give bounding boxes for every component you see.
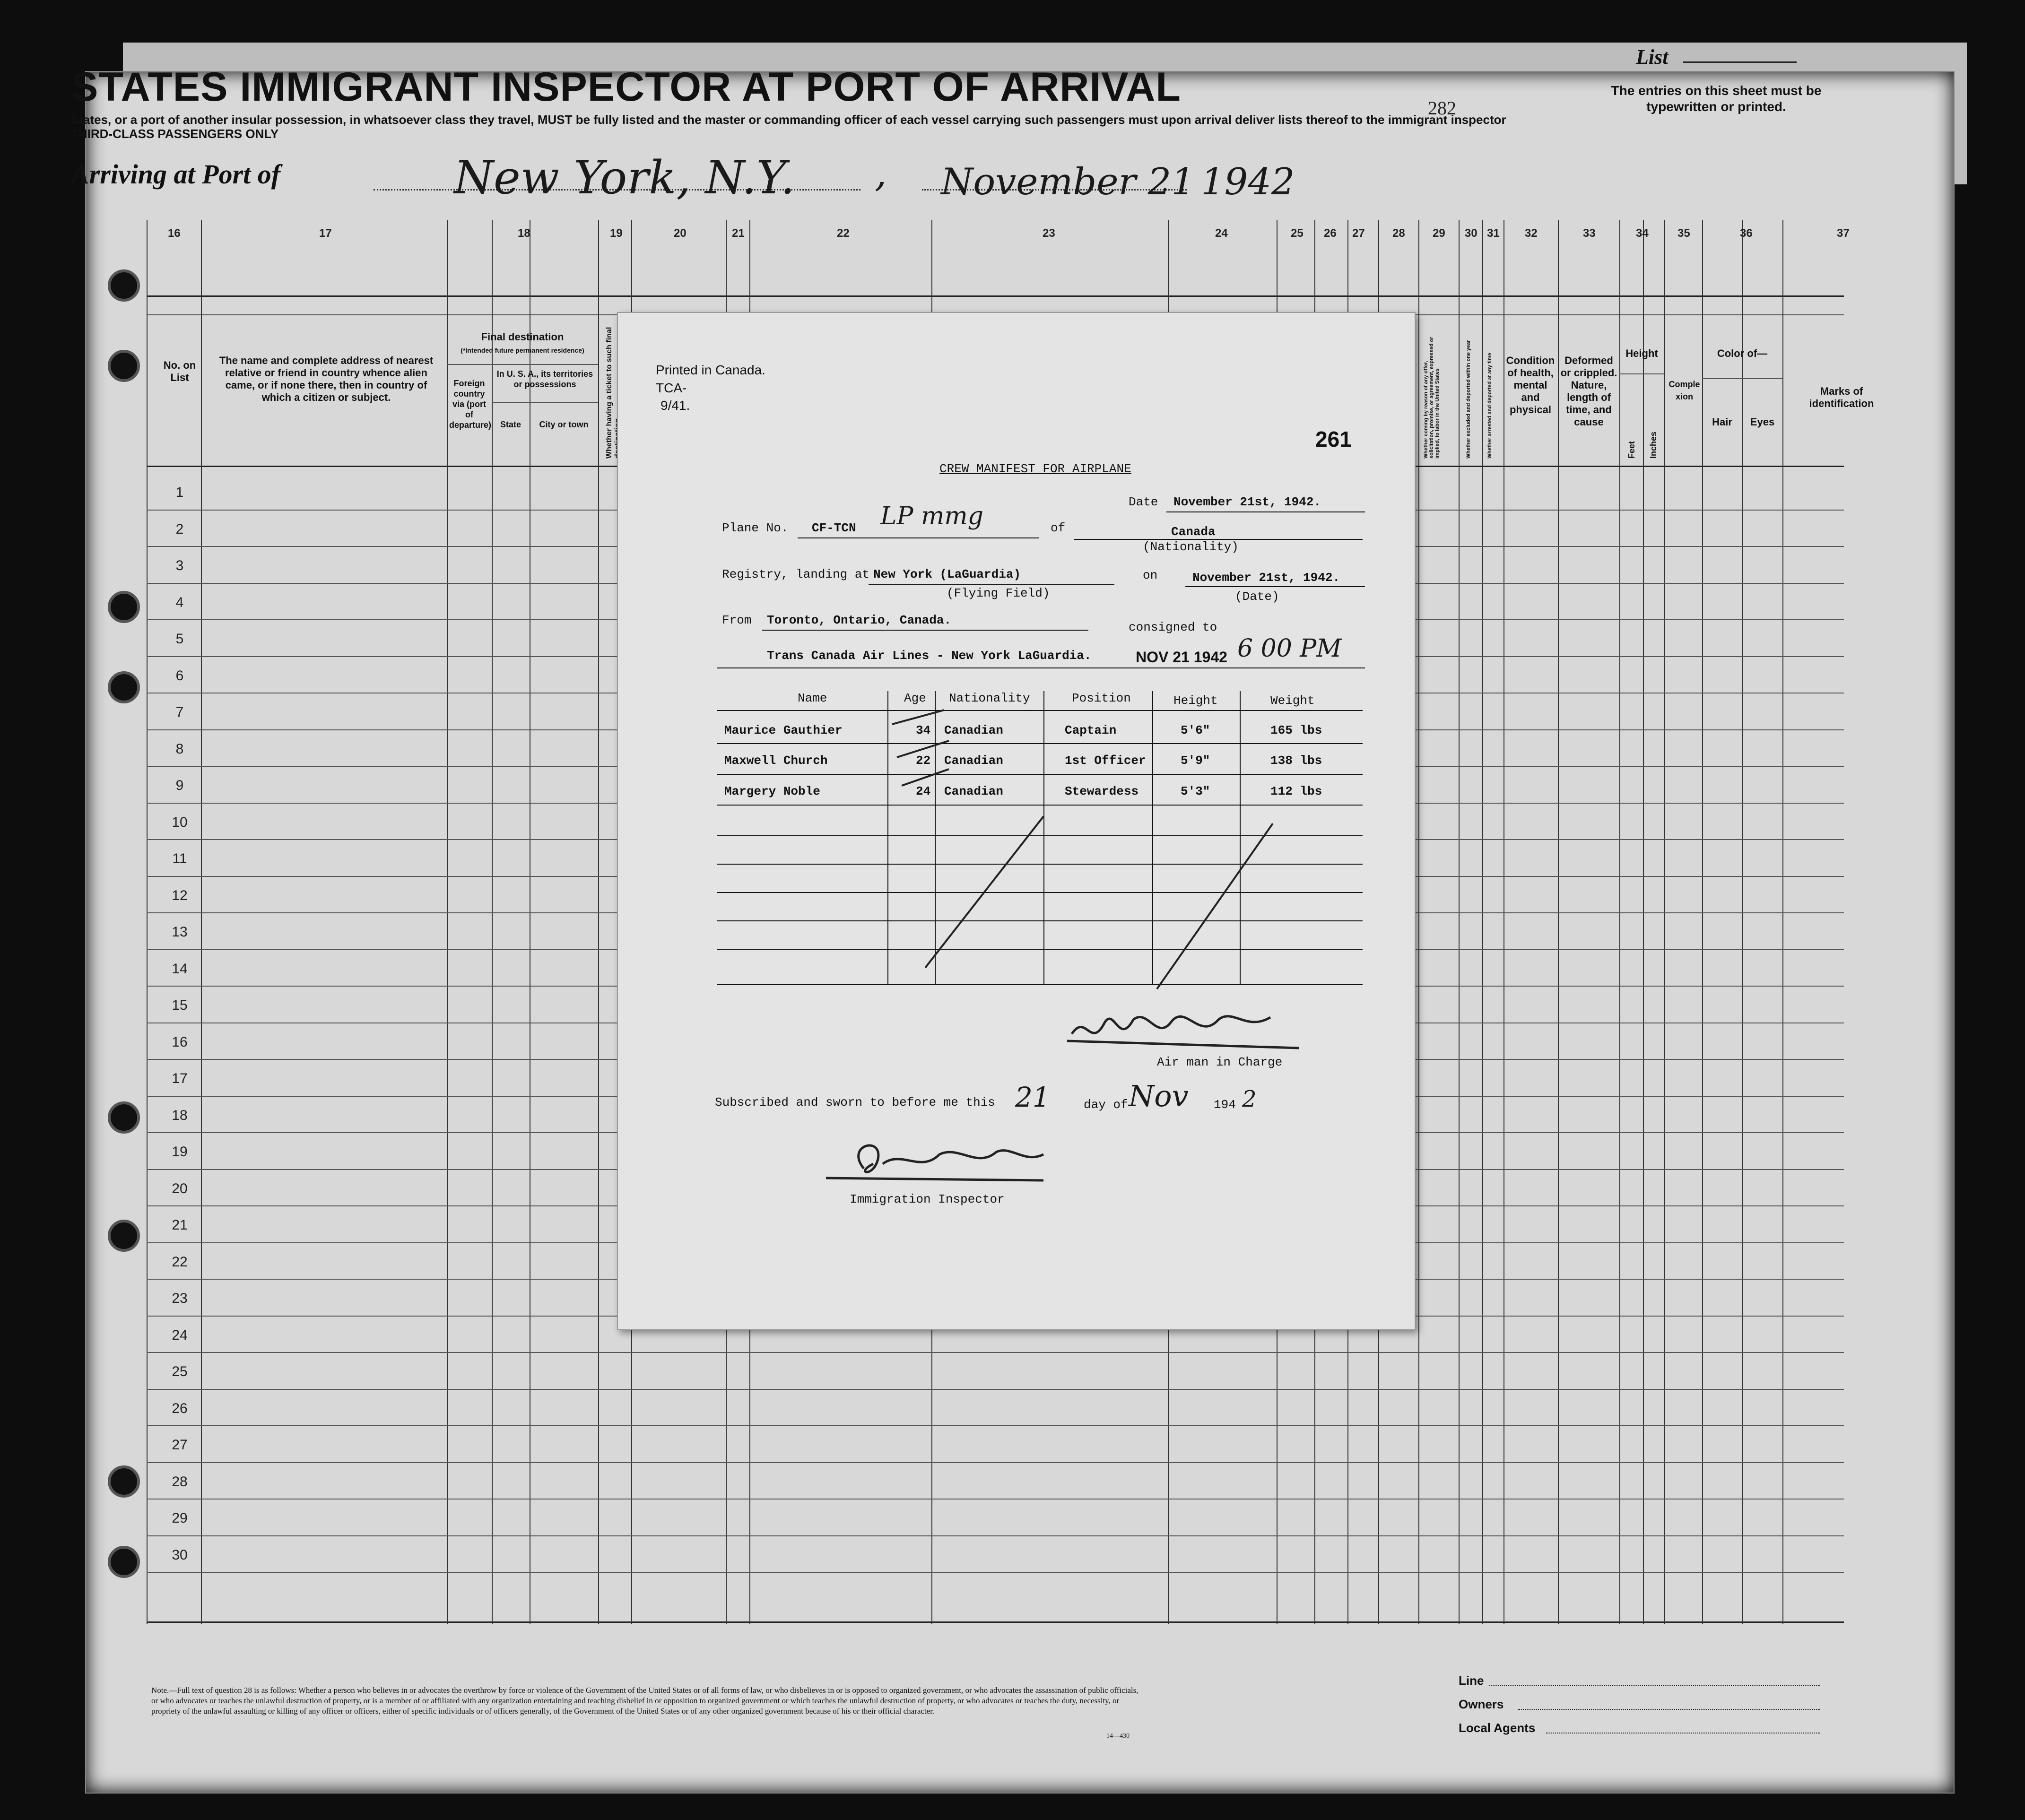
header-inches: Inches [1649,431,1658,459]
crew-nationality: Canadian [944,754,1003,768]
crew-nationality: Canadian [944,723,1003,737]
manifest-form-code: TCA- [656,381,687,395]
form-subtitle-line: States, or a port of another insular possession, in whatsoever class they travel, MUST be fully listed and the master or commanding officer of each vessel carrying such passengers must upon arrival deliver lists thereof to the immigrant inspector [71,113,1506,127]
col-divider [1702,220,1703,1624]
header-city: City or town [539,420,589,429]
nationality-caption: (Nationality) [1143,540,1239,554]
crew-name: Maurice Gauthier [724,723,843,737]
row-number: 10 [172,814,188,830]
airman-caption: Air man in Charge [1157,1055,1283,1069]
sworn-day: 21 [1015,1081,1050,1113]
row-number: 14 [172,961,188,977]
row-number: 17 [172,1071,188,1086]
col-divider [1418,220,1419,1624]
manifest-form-date: 9/41. [661,398,690,413]
row-number: 30 [172,1547,188,1563]
row-number: 2 [175,521,184,537]
port-handwritten: New York, N.Y. [454,151,795,204]
crew-name: Maxwell Church [724,754,828,768]
col-number-20: 20 [674,227,687,240]
manifest-heading: CREW MANIFEST FOR AIRPLANE [939,462,1131,476]
crew-weight: 165 lbs [1270,723,1322,737]
col-divider [1619,220,1620,1624]
header-no-on-list: No. on List [163,359,196,383]
crew-header-age: Age [904,691,926,705]
row-number: 4 [175,594,184,610]
row-number: 21 [172,1217,188,1233]
row-number: 16 [172,1034,188,1050]
binder-hole [108,269,140,302]
consigned-label: consigned to [1129,620,1217,634]
year-handwritten: 1942 [1201,161,1295,203]
row-number: 26 [172,1400,188,1416]
binder-hole [108,671,140,703]
crew-header-weight: Weight [1270,693,1315,708]
crew-position: Stewardess [1065,784,1139,798]
row-number: 27 [172,1437,188,1453]
sworn-month: Nov [1129,1079,1189,1113]
footer-line-label: Line [1459,1673,1484,1688]
header-final-destination-sub: (*Intended future permanent residence) [461,347,584,354]
crew-weight: 112 lbs [1270,784,1322,798]
row-rule [147,1425,1844,1426]
crew-name: Margery Noble [724,784,820,798]
col-divider [1459,220,1460,1624]
row-rule [147,1535,1844,1536]
col-divider [147,220,148,1624]
header-excluded: Whether excluded and deported within one year [1466,340,1471,459]
header-subrule [1702,378,1782,379]
row-number: 9 [175,778,184,793]
tick-marks [892,710,949,786]
registry-value: New York (LaGuardia) [873,567,1021,581]
header-complexion: Complexion [1669,380,1700,401]
col-number-23: 23 [1043,227,1055,240]
col-number-35: 35 [1677,227,1690,240]
registry-date: November 21st, 1942. [1192,571,1340,585]
row-number: 13 [172,924,188,940]
strike-line [1157,823,1273,989]
row-number: 12 [172,887,188,903]
crew-height: 5'9" [1181,754,1210,768]
col-number-26: 26 [1324,227,1337,240]
crew-header-name: Name [798,691,827,705]
col-number-22: 22 [837,227,850,240]
footer-owners-field [1518,1709,1820,1710]
airman-signature [1067,1016,1299,1048]
plane-handwritten: LP mmg [880,502,983,530]
header-feet: Feet [1627,441,1636,459]
header-arrested: Whether arrested and deported at any time [1487,353,1493,459]
inspector-signature [826,1145,1043,1180]
form-number: 14—430 [1106,1733,1130,1740]
crew-header-position: Position [1072,691,1131,705]
date-label: Date [1129,495,1158,509]
arrival-stamp-time: 6 00 PM [1237,634,1342,663]
row-number: 20 [172,1180,188,1196]
col-divider [1558,220,1559,1624]
row-number: 8 [175,741,184,757]
typed-instructions: The entries on this sheet must be typewritten or printed. [1611,83,1822,114]
crew-height: 5'3" [1181,784,1210,798]
row-rule [147,1389,1844,1390]
header-relative-address: The name and complete address of nearest relative or friend in country whence alien came, or if none there, then in country of which a citizen or subject. [219,355,434,403]
list-number-line [1683,61,1797,63]
form-subtitle-class: THIRD-CLASS PASSENGERS ONLY [71,127,279,141]
header-deformed: Deformed or crippled. Nature, length of time, and cause [1560,355,1617,428]
crew-age: 24 [916,784,931,798]
crew-weight: 138 lbs [1270,754,1322,768]
header-health: Condition of health, mental and physical [1506,355,1555,416]
footer-line-field [1489,1685,1820,1686]
sworn-text: Subscribed and sworn to before me this [715,1095,995,1109]
col-number-24: 24 [1215,227,1228,240]
row-number: 19 [172,1144,188,1160]
col-divider [1482,220,1483,1624]
header-subrule [492,402,598,403]
sworn-year-prefix: 194 [1214,1098,1236,1112]
crew-header-nationality: Nationality [949,691,1030,705]
crew-age: 22 [916,754,931,768]
row-number: 6 [175,667,184,684]
footer-agents-label: Local Agents [1459,1721,1536,1735]
col-number-28: 28 [1392,227,1405,240]
header-eyes: Eyes [1750,416,1775,428]
sworn-year-hand: 2 [1242,1086,1257,1112]
binder-hole [108,1220,140,1252]
col-number-27: 27 [1352,227,1365,240]
header-state: State [500,420,521,429]
header-hair: Hair [1712,416,1732,428]
crew-age: 34 [916,723,931,737]
binder-hole [108,1465,140,1498]
col-divider [1664,220,1665,1624]
arrival-stamp-date: NOV 21 1942 [1136,649,1227,666]
col-divider [1742,220,1743,1624]
col-number-33: 33 [1583,227,1596,240]
header-foreign-country: Foreign country via (port of departure) [449,379,492,430]
row-number: 23 [172,1291,188,1306]
row-number: 28 [172,1473,188,1490]
date-caption: (Date) [1235,589,1279,604]
registry-label: Registry, landing at [722,567,870,581]
col-divider [492,220,493,1624]
strike-line [925,816,1043,968]
form-subtitle [71,113,1584,141]
row-number: 7 [175,704,184,720]
footnote-question-28: Note.—Full text of question 28 is as follows: Whether a person who believes in or advocates the overthrow by force or violence of the Government of the United States or of all forms of law, or who disbelieves in or is opposed to organized government, or who advocates the assassination of public officials, or who advocates or teaches the unlawful destruction of property, or is a member of or affiliated with any organization entertaining and teaching disbelief in or opposition to organized government or which teaches the unlawful destruction of property, or who advocates or teaches the duty, necessity, or propriety of the unlawful assaulting or killing of any officer or officers, either of specific individuals or of officers generally, of the Government of the United States or of any other organized government because of his or their official character. [151,1686,1139,1716]
col-number-19: 19 [610,227,623,240]
header-subrule [1619,373,1664,374]
comma: , [875,151,887,195]
binder-hole [108,1546,140,1578]
binder-hole [108,591,140,623]
crew-height: 5'6" [1181,723,1210,737]
inspector-caption: Immigration Inspector [850,1192,1005,1206]
plane-value: CF-TCN [812,521,856,535]
col-number-25: 25 [1291,227,1304,240]
row-number: 1 [175,485,184,500]
row-rule [147,1462,1844,1463]
row-number: 15 [172,997,188,1013]
col-number-30: 30 [1465,227,1477,240]
arriving-label: Arriving at Port of [71,159,281,190]
header-marks: Marks of identification [1809,385,1874,409]
handwritten-strokes [618,313,1415,1329]
col-number-18: 18 [518,227,530,240]
row-rule [147,1572,1844,1573]
crew-position: Captain [1065,723,1117,737]
row-number: 5 [175,631,184,647]
binder-hole [108,350,140,382]
col-number-34: 34 [1636,227,1649,240]
on-label: on [1143,568,1158,582]
col-divider [447,220,448,1624]
of-label: of [1051,521,1066,535]
col-divider [1643,220,1644,1624]
crew-position: 1st Officer [1065,754,1146,768]
nationality-value: Canada [1171,525,1216,539]
header-subrule [447,364,598,365]
col-number-17: 17 [319,227,332,240]
footer-owners-label: Owners [1459,1697,1504,1711]
crew-nationality: Canadian [944,784,1003,798]
col-number-32: 32 [1525,227,1538,240]
grid-top-rule [147,295,1844,297]
col-divider [598,220,599,1624]
col-divider [201,220,202,1624]
header-color-of: Color of— [1717,347,1768,359]
from-value: Toronto, Ontario, Canada. [767,613,952,627]
plane-label: Plane No. [722,521,789,535]
col-number-21: 21 [732,227,745,240]
crew-manifest-overlay [617,312,1416,1330]
col-number-36: 36 [1740,227,1753,240]
binder-hole [108,1101,140,1134]
header-in-usa: In U. S. A., its territories or possessions [496,369,593,389]
header-ticket: Whether having a ticket to such final [605,327,613,459]
col-number-37: 37 [1837,227,1850,240]
form-title: STATES IMMIGRANT INSPECTOR AT PORT OF ARRIVAL [71,64,1181,110]
col-number-31: 31 [1487,227,1500,240]
col-divider [1782,220,1783,1624]
col-number-16: 16 [168,227,181,240]
row-rule [147,1352,1844,1353]
col-number-29: 29 [1433,227,1445,240]
row-number: 3 [175,558,184,573]
grid-bottom-rule [147,1621,1844,1623]
row-number: 22 [172,1254,188,1270]
header-labor-offer: Whether coming by reason of any offer, solicitation, promise, or agreement, expressed or implied, to labor in the United States [1423,337,1440,459]
date-handwritten: November 21 [941,161,1195,203]
header-height: Height [1625,347,1658,359]
day-of-label: day of [1084,1098,1128,1112]
from-label: From [722,613,752,627]
consigned-value: Trans Canada Air Lines - New York LaGuardia. [767,649,1092,663]
printed-in-canada: Printed in Canada. [656,363,765,377]
row-number: 29 [172,1510,188,1526]
row-number: 25 [172,1364,188,1379]
stamp-number: 261 [1315,427,1352,451]
list-label: List [1636,45,1669,69]
header-final-destination: Final destination [481,331,564,343]
page-number: 282 [1428,97,1456,119]
date-value: November 21st, 1942. [1173,495,1321,509]
row-number: 11 [172,851,187,867]
crew-header-height: Height [1173,693,1218,708]
flying-field-caption: (Flying Field) [947,586,1050,600]
row-number: 24 [172,1327,188,1343]
row-number: 18 [172,1107,188,1123]
